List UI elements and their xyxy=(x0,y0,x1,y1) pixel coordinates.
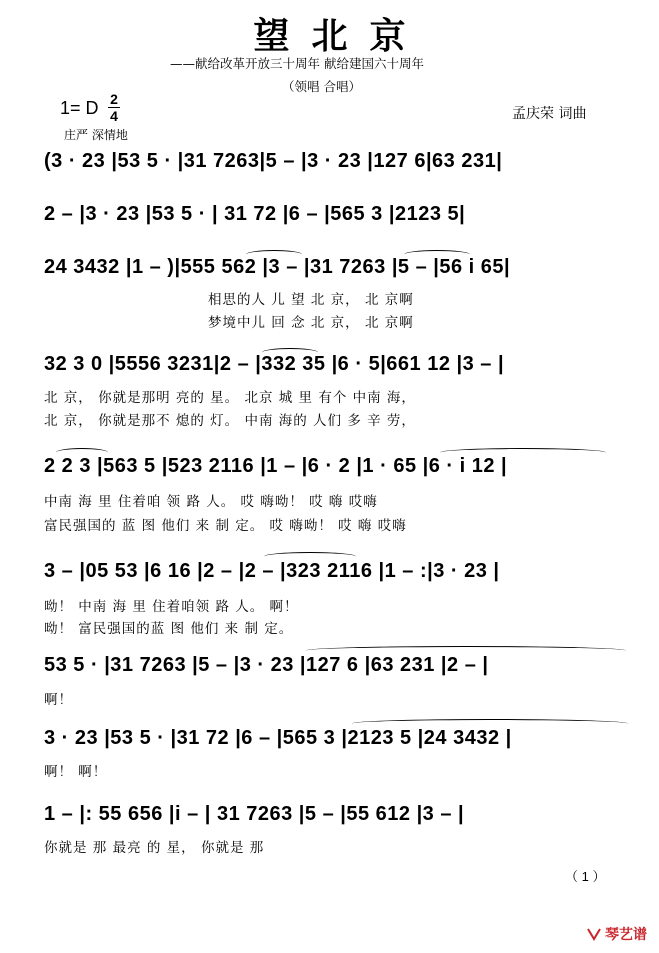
page-number: （ 1 ） xyxy=(565,869,606,884)
watermark-logo xyxy=(586,924,647,944)
system-5-lyric-1: 中南 海 里 住着咱 领 路 人。 哎 嗨呦！ 哎 嗨 哎嗨 xyxy=(44,494,378,510)
system-6-notes: 3 – |05 53 |6 16 |2 – |2 – |323 2116 |1 – :|3 · 23 | xyxy=(44,560,500,582)
time-signature-top: 2 xyxy=(110,91,118,107)
slur-mark xyxy=(264,552,356,561)
slur-mark xyxy=(352,719,628,728)
system-4-notes: 32 3 0 |5556 3231|2 – |332 35 |6 · 5|661 12 |3 – | xyxy=(44,353,505,375)
slur-mark xyxy=(440,448,606,457)
song-subtitle: ——献给改革开放三十周年 献给建国六十周年 xyxy=(170,56,424,71)
system-5-lyric-2: 富民强国的 蓝 图 他们 来 制 定。 哎 嗨呦！ 哎 嗨 哎嗨 xyxy=(44,518,407,534)
system-2-notes: 2 – |3 · 23 |53 5 · | 31 72 |6 – |565 3 |2123 5| xyxy=(44,203,466,225)
key-signature: 1= D xyxy=(60,98,99,118)
watermark-text: 琴艺谱 xyxy=(605,927,647,943)
system-8-notes: 3 · 23 |53 5 · |31 72 |6 – |565 3 |2123 5 |24 3432 | xyxy=(44,727,512,749)
system-6-lyric-1: 呦！ 中南 海 里 住着咱领 路 人。 啊！ xyxy=(44,599,299,615)
tempo-marking: 庄严 深情地 xyxy=(64,128,128,142)
performance-note: （领唱 合唱） xyxy=(282,79,361,94)
time-signature-bottom: 4 xyxy=(110,108,118,124)
system-3-notes: 24 3432 |1 – )|555 562 |3 – |31 7263 |5 – |56 i 65| xyxy=(44,256,511,278)
system-7-notes: 53 5 · |31 7263 |5 – |3 · 23 |127 6 |63 231 |2 – | xyxy=(44,654,489,676)
system-9-lyric-1: 你就是 那 最亮 的 星， 你就是 那 xyxy=(44,840,265,856)
system-3-lyric-2: 梦境中儿 回 念 北 京， 北 京啊 xyxy=(208,315,414,331)
slur-mark xyxy=(246,250,302,259)
music-logo-icon xyxy=(586,926,602,942)
system-8-lyric-1: 啊！ 啊！ xyxy=(44,764,108,780)
system-4-lyric-2: 北 京， 你就是那不 熄的 灯。 中南 海的 人们 多 辛 劳， xyxy=(44,413,416,429)
time-signature xyxy=(108,92,120,123)
slur-mark xyxy=(404,250,470,259)
system-9-notes: 1 – |: 55 656 |i – | 31 7263 |5 – |55 612 |3 – | xyxy=(44,803,465,825)
composer-credit: 孟庆荣 词曲 xyxy=(512,106,587,122)
slur-mark xyxy=(306,646,626,655)
system-6-lyric-2: 呦！ 富民强国的蓝 图 他们 来 制 定。 xyxy=(44,621,294,637)
system-7-lyric-1: 啊！ xyxy=(44,692,73,708)
system-1-notes: (3 · 23 |53 5 · |31 7263|5 – |3 · 23 |127 6|63 231| xyxy=(44,150,503,172)
slur-mark xyxy=(56,448,108,457)
system-4-lyric-1: 北 京， 你就是那明 亮的 星。 北京 城 里 有个 中南 海， xyxy=(44,390,416,406)
slur-mark xyxy=(262,348,318,357)
system-3-lyric-1: 相思的人 儿 望 北 京， 北 京啊 xyxy=(208,292,414,308)
system-5-notes: 2 2 3 |563 5 |523 2116 |1 – |6 · 2 |1 · 65 |6 · i 12 | xyxy=(44,455,508,477)
song-title: 望北京 xyxy=(253,15,428,57)
